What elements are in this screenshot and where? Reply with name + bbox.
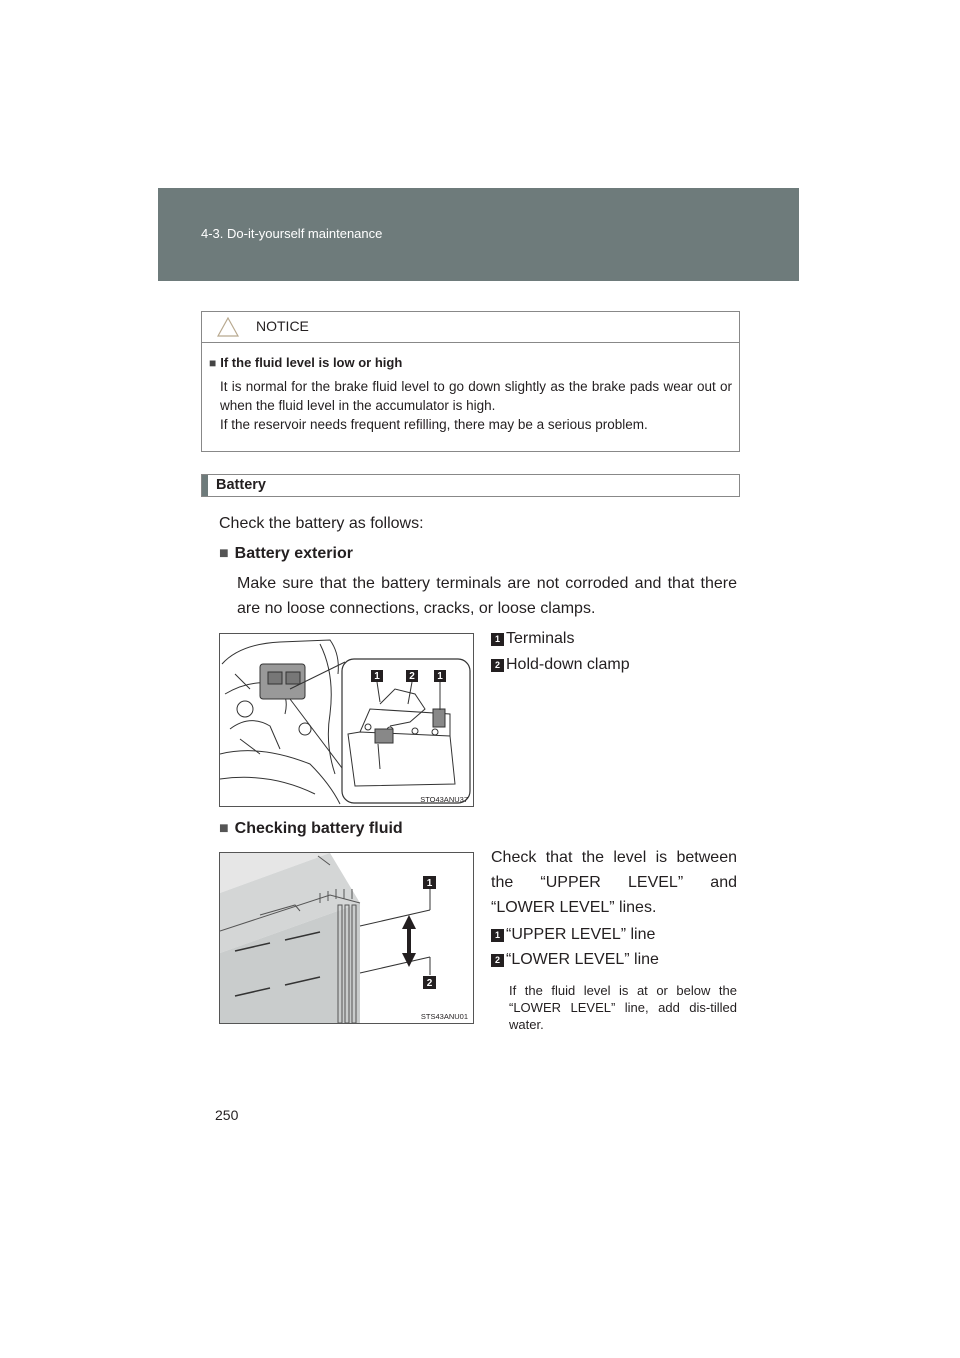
checking-fluid-text: Check that the level is between the “UPPER LEVEL” and “LOWER LEVEL” lines.	[491, 849, 737, 916]
battery-title-text: Battery	[216, 477, 266, 493]
battery-engine-illustration	[220, 634, 473, 806]
figure-1-code: STO43ANU37	[420, 795, 468, 804]
callout-badge: 1	[491, 929, 504, 942]
battery-section-title	[201, 474, 740, 497]
figure-2-code: STS43ANU01	[420, 1012, 468, 1021]
figure-2-badge-a: 1	[426, 878, 433, 889]
fluid-note: If the fluid level is at or below the “LOWER LEVEL” line, add dis-tilled water.	[509, 983, 737, 1032]
square-bullet-icon: ■	[219, 820, 229, 837]
battery-exterior-heading	[219, 545, 353, 563]
warning-icon	[217, 317, 239, 337]
callout-lower-level	[491, 951, 659, 969]
callout-label: Hold-down clamp	[506, 656, 630, 673]
callout-terminals	[491, 630, 574, 648]
figure-1-badge-a: 1	[374, 671, 380, 682]
checking-fluid-heading-text: Checking battery fluid	[234, 820, 403, 837]
battery-intro: Check the battery as follows:	[219, 515, 424, 532]
callout-badge: 2	[491, 954, 504, 967]
header-band	[158, 188, 799, 281]
notice-box	[201, 311, 740, 452]
battery-exterior-heading-text: Battery exterior	[234, 545, 353, 562]
callout-hold-down-clamp	[491, 656, 630, 674]
notice-title: NOTICE	[256, 318, 309, 334]
notice-subtitle	[209, 355, 402, 370]
section-title-bar	[202, 475, 208, 496]
callout-upper-level	[491, 926, 655, 944]
checking-fluid-heading	[219, 820, 403, 838]
section-title: 4-3. Do-it-yourself maintenance	[201, 226, 383, 241]
square-bullet-icon: ■	[219, 545, 229, 562]
callout-badge: 1	[491, 633, 504, 646]
square-bullet-icon: ■	[209, 356, 217, 370]
notice-body	[220, 377, 732, 434]
page-number: 250	[215, 1107, 239, 1123]
figure-2-badge-b: 2	[426, 978, 433, 989]
battery-fluid-figure	[219, 852, 474, 1024]
callout-badge: 2	[491, 659, 504, 672]
callout-label: “LOWER LEVEL” line	[506, 951, 659, 968]
notice-subtitle-text: If the fluid level is low or high	[220, 355, 403, 370]
callout-label: “UPPER LEVEL” line	[506, 926, 656, 943]
notice-paragraph-1: It is normal for the brake fluid level to go down slightly as the brake pads wear out or when the fluid level in the accumulator is high.	[220, 379, 732, 413]
figure-1-badge-c: 1	[437, 671, 443, 682]
battery-fluid-illustration	[220, 853, 473, 1023]
figure-1-badge-b: 2	[409, 671, 415, 682]
notice-header	[202, 312, 739, 343]
notice-paragraph-2: If the reservoir needs frequent refilling, there may be a serious problem.	[220, 417, 648, 432]
battery-exterior-figure	[219, 633, 474, 807]
callout-label: Terminals	[506, 630, 575, 647]
battery-exterior-text: Make sure that the battery terminals are not corroded and that there are no loose connections, cracks, or loose clamps.	[237, 575, 737, 617]
